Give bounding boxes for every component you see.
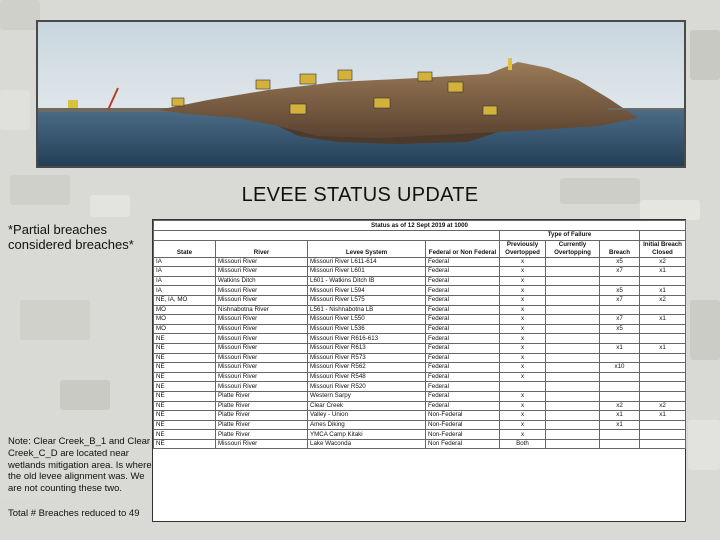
table-row (154, 334, 686, 344)
table-cell (600, 276, 640, 286)
table-cell: Nishnabotna River (216, 305, 308, 315)
column-header: State (154, 240, 216, 257)
table-caption: Status as of 12 Sept 2019 at 1000 (154, 221, 686, 231)
table-cell: Missouri River (216, 267, 308, 277)
table-cell: Missouri River (216, 439, 308, 449)
table-cell: Platte River (216, 391, 308, 401)
column-header: Previously Overtopped (500, 240, 546, 257)
table-cell: Missouri River R573 (308, 353, 426, 363)
table-row (154, 286, 686, 296)
table-cell: YMCA Camp Kitaki (308, 430, 426, 440)
table-cell: x (500, 305, 546, 315)
table-row (154, 411, 686, 421)
table-cell: Missouri River R548 (308, 372, 426, 382)
table-cell: Federal (426, 334, 500, 344)
table-cell: Federal (426, 382, 500, 392)
table-cell: IA (154, 286, 216, 296)
table-cell: NE (154, 391, 216, 401)
table-row (154, 295, 686, 305)
table-cell (600, 305, 640, 315)
table-cell: NE (154, 420, 216, 430)
table-cell: Clear Creek (308, 401, 426, 411)
table-cell: Missouri River R616-613 (308, 334, 426, 344)
table-cell: x7 (600, 295, 640, 305)
table-cell: Federal (426, 353, 500, 363)
column-header: Currently Overtopping (546, 240, 600, 257)
table-cell: x1 (640, 286, 686, 296)
table-cell: NE (154, 353, 216, 363)
table-cell: Platte River (216, 420, 308, 430)
table-cell: x2 (640, 257, 686, 267)
table-cell: x (500, 315, 546, 325)
table-cell (546, 363, 600, 373)
table-cell: Missouri River (216, 286, 308, 296)
column-header: Federal or Non Federal (426, 240, 500, 257)
table-cell: Missouri River L550 (308, 315, 426, 325)
table-cell: L561 - Nishnabotna LB (308, 305, 426, 315)
table-cell: x (500, 363, 546, 373)
total-breaches-note: Total # Breaches reduced to 49 (8, 508, 140, 519)
column-header-row (154, 240, 686, 257)
table-cell: NE (154, 430, 216, 440)
table-cell: x (500, 391, 546, 401)
table-cell (546, 353, 600, 363)
table-cell (640, 353, 686, 363)
table-cell: Missouri River (216, 295, 308, 305)
table-cell: Non Federal (426, 439, 500, 449)
table-cell: Missouri River (216, 363, 308, 373)
table-cell: Missouri River (216, 353, 308, 363)
column-header: Initial Breach Closed (640, 240, 686, 257)
table-cell (546, 343, 600, 353)
table-cell (640, 324, 686, 334)
table-cell: MO (154, 305, 216, 315)
partial-breach-note: *Partial breaches considered breaches* (8, 222, 134, 252)
table-cell: Missouri River L611-614 (308, 257, 426, 267)
table-cell (600, 382, 640, 392)
table-cell (600, 439, 640, 449)
table-cell (640, 372, 686, 382)
table-cell (640, 305, 686, 315)
table-row (154, 430, 686, 440)
table-row (154, 420, 686, 430)
table-cell: Federal (426, 363, 500, 373)
table-cell (640, 382, 686, 392)
table-row (154, 267, 686, 277)
levee-repair-photo (36, 20, 686, 168)
table-row (154, 257, 686, 267)
table-cell: Federal (426, 372, 500, 382)
table-cell: NE (154, 334, 216, 344)
table-cell: x5 (600, 286, 640, 296)
type-of-failure-header: Type of Failure (500, 231, 640, 241)
table-cell: Federal (426, 286, 500, 296)
table-cell: x2 (600, 401, 640, 411)
table-cell (640, 391, 686, 401)
table-cell: Missouri River L601 (308, 267, 426, 277)
table-cell (546, 411, 600, 421)
table-cell: NE, IA, MO (154, 295, 216, 305)
table-cell: x1 (640, 411, 686, 421)
table-cell: Platte River (216, 401, 308, 411)
table-cell (546, 382, 600, 392)
table-cell (546, 315, 600, 325)
table-cell: Missouri River (216, 343, 308, 353)
table-cell: Watkins Ditch (216, 276, 308, 286)
table-cell: Federal (426, 324, 500, 334)
table-row (154, 401, 686, 411)
table-cell: L601 - Watkins Ditch IB (308, 276, 426, 286)
column-header: Levee System (308, 240, 426, 257)
table-cell: x1 (640, 267, 686, 277)
table-cell: Non-Federal (426, 411, 500, 421)
table-cell: x7 (600, 267, 640, 277)
table-cell: NE (154, 439, 216, 449)
table-cell (640, 420, 686, 430)
table-cell: Missouri River (216, 315, 308, 325)
table-cell: x1 (600, 420, 640, 430)
table-cell: x (500, 372, 546, 382)
table-row (154, 276, 686, 286)
table-cell (546, 286, 600, 296)
table-cell (546, 391, 600, 401)
table-cell: Missouri River (216, 257, 308, 267)
table-cell: x (500, 353, 546, 363)
table-cell: Missouri River (216, 324, 308, 334)
table-cell: Missouri River R613 (308, 343, 426, 353)
table-cell (640, 334, 686, 344)
table-row (154, 382, 686, 392)
table-cell: Federal (426, 295, 500, 305)
table-cell: NE (154, 382, 216, 392)
table-cell: x (500, 430, 546, 440)
table-cell: x (500, 420, 546, 430)
table-cell: x (500, 257, 546, 267)
table-row (154, 324, 686, 334)
table-cell: x (500, 343, 546, 353)
table-cell (600, 334, 640, 344)
table-cell: x1 (600, 411, 640, 421)
table-cell: x (500, 324, 546, 334)
table-cell (640, 363, 686, 373)
table-cell: Valley - Union (308, 411, 426, 421)
table-cell: NE (154, 363, 216, 373)
table-cell: Missouri River R520 (308, 382, 426, 392)
table-cell (546, 430, 600, 440)
table-cell: Federal (426, 305, 500, 315)
table-cell (546, 276, 600, 286)
table-cell (546, 372, 600, 382)
table-row (154, 363, 686, 373)
table-cell (546, 324, 600, 334)
table-cell: Both (500, 439, 546, 449)
table-cell: NE (154, 411, 216, 421)
table-cell (546, 401, 600, 411)
table-cell: Platte River (216, 411, 308, 421)
table-cell: Federal (426, 391, 500, 401)
table-cell: Non-Federal (426, 430, 500, 440)
table-cell: x5 (600, 324, 640, 334)
table-cell: Federal (426, 257, 500, 267)
column-header: River (216, 240, 308, 257)
table-cell: Platte River (216, 430, 308, 440)
clear-creek-note: Note: Clear Creek_B_1 and Clear Creek_C_D are located near wetlands mitigation area. Is where the old levee alignment was. We are not counting these two. (8, 436, 152, 495)
table-cell (546, 439, 600, 449)
table-cell: MO (154, 324, 216, 334)
table-cell: x (500, 276, 546, 286)
table-cell (600, 430, 640, 440)
table-cell: x2 (640, 401, 686, 411)
table-row (154, 439, 686, 449)
table-cell: Lake Waconda (308, 439, 426, 449)
table-cell: IA (154, 267, 216, 277)
table-cell (546, 420, 600, 430)
table-cell: Missouri River L594 (308, 286, 426, 296)
table-row (154, 343, 686, 353)
table-cell: Federal (426, 343, 500, 353)
table-cell: x7 (600, 315, 640, 325)
table-row (154, 372, 686, 382)
table-row (154, 353, 686, 363)
table-row (154, 305, 686, 315)
levee-status-table (152, 219, 686, 522)
table-cell: x (500, 334, 546, 344)
table-cell: Federal (426, 267, 500, 277)
table-cell (600, 353, 640, 363)
table-cell (640, 430, 686, 440)
levee-repair-photo-icon (38, 22, 684, 166)
table-cell (640, 439, 686, 449)
table-cell: Missouri River L575 (308, 295, 426, 305)
table-cell: Western Sarpy (308, 391, 426, 401)
table-cell: x1 (600, 343, 640, 353)
table-cell: x5 (600, 257, 640, 267)
table-row (154, 391, 686, 401)
table-cell: Federal (426, 276, 500, 286)
table-cell: Missouri River R562 (308, 363, 426, 373)
table-cell (640, 276, 686, 286)
table-cell: NE (154, 401, 216, 411)
table-cell: NE (154, 343, 216, 353)
table-cell: Missouri River L536 (308, 324, 426, 334)
table-cell (546, 334, 600, 344)
table-cell: Missouri River (216, 372, 308, 382)
table-cell: x1 (640, 315, 686, 325)
table-cell: x (500, 295, 546, 305)
table-cell: x1 (640, 343, 686, 353)
table-cell: x (500, 401, 546, 411)
table-cell: Missouri River (216, 334, 308, 344)
table-cell (546, 305, 600, 315)
table-cell (600, 372, 640, 382)
table-cell: Federal (426, 315, 500, 325)
table-cell: Non-Federal (426, 420, 500, 430)
table-row (154, 315, 686, 325)
table-cell (546, 295, 600, 305)
table-cell (546, 257, 600, 267)
table-cell: Ames Diking (308, 420, 426, 430)
table-cell: x (500, 411, 546, 421)
table-cell (546, 267, 600, 277)
table-cell (500, 382, 546, 392)
table-cell: x2 (640, 295, 686, 305)
table-cell: NE (154, 372, 216, 382)
table-cell: MO (154, 315, 216, 325)
table-cell: Missouri River (216, 382, 308, 392)
table-cell: x (500, 267, 546, 277)
table-cell (600, 391, 640, 401)
table-cell: IA (154, 276, 216, 286)
table-body (154, 257, 686, 449)
table-cell: IA (154, 257, 216, 267)
slide-title: LEVEE STATUS UPDATE (241, 184, 479, 206)
table-cell: x (500, 286, 546, 296)
table-cell: Federal (426, 401, 500, 411)
column-header: Breach (600, 240, 640, 257)
table-cell: x10 (600, 363, 640, 373)
